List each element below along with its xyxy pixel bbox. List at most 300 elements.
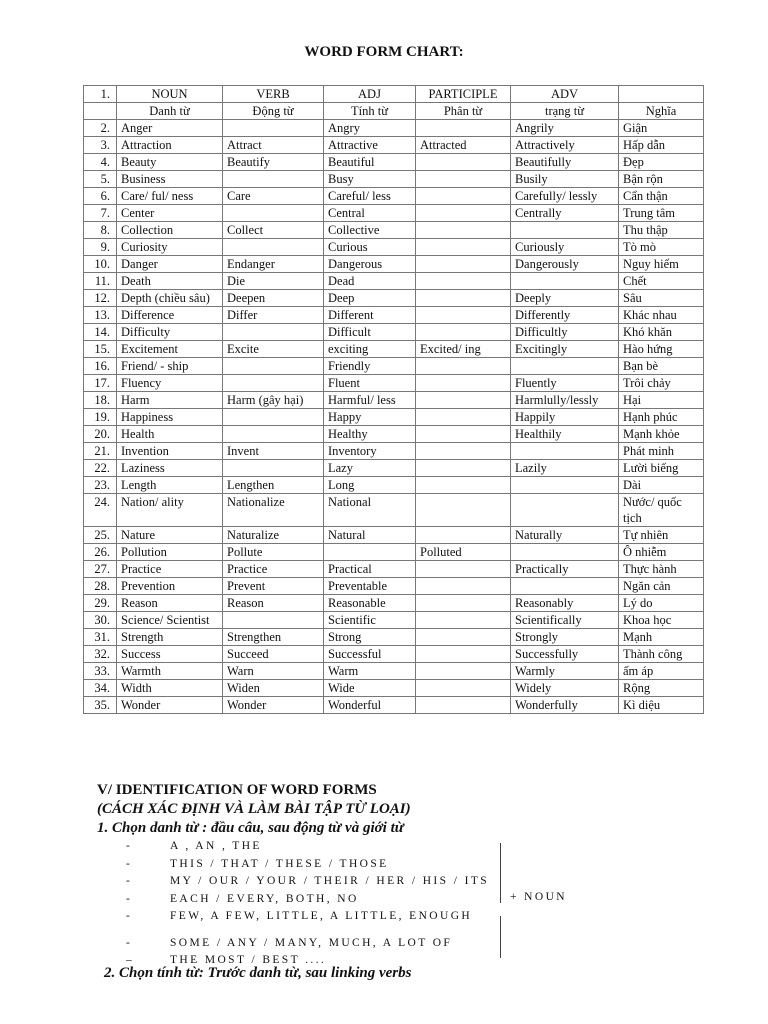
table-cell (416, 120, 511, 137)
table-cell: Động từ (223, 103, 324, 120)
table-row (84, 375, 704, 392)
table-cell: 34. (84, 680, 117, 697)
table-cell: 3. (84, 137, 117, 154)
table-row (84, 324, 704, 341)
table-cell: Collection (117, 222, 223, 239)
table-cell: Nguy hiểm (619, 256, 704, 273)
table-cell: Deepen (223, 290, 324, 307)
table-header-row (84, 86, 704, 103)
table-cell: Curiously (511, 239, 619, 256)
table-cell: Bận rộn (619, 171, 704, 188)
table-cell: 17. (84, 375, 117, 392)
table-cell (223, 426, 324, 443)
table-cell: Anger (117, 120, 223, 137)
brace-top (500, 843, 501, 903)
table-cell: Deeply (511, 290, 619, 307)
table-cell: Healthily (511, 426, 619, 443)
table-cell: 9. (84, 239, 117, 256)
table-row (84, 494, 704, 527)
table-cell (416, 561, 511, 578)
table-cell: Beautify (223, 154, 324, 171)
table-cell: Practical (324, 561, 416, 578)
table-cell: Nước/ quốc tịch (619, 494, 704, 527)
table-cell: Thu thập (619, 222, 704, 239)
table-cell (84, 103, 117, 120)
table-cell: Strengthen (223, 629, 324, 646)
table-cell (223, 375, 324, 392)
table-cell: Friend/ - ship (117, 358, 223, 375)
table-cell: Nation/ ality (117, 494, 223, 527)
list-item-text: A , AN , THE (170, 840, 262, 852)
table-cell: Danger (117, 256, 223, 273)
table-cell: Mạnh (619, 629, 704, 646)
point-2-heading: 2. Chọn tính từ: Trước danh từ, sau linking verbs (104, 965, 412, 981)
table-cell: Lazy (324, 460, 416, 477)
table-cell: National (324, 494, 416, 527)
table-cell (416, 256, 511, 273)
table-row (84, 612, 704, 629)
table-row (84, 663, 704, 680)
table-row (84, 409, 704, 426)
table-cell: Curious (324, 239, 416, 256)
table-cell (416, 392, 511, 409)
table-cell: Phát minh (619, 443, 704, 460)
table-cell: Nature (117, 527, 223, 544)
table-cell (416, 154, 511, 171)
table-cell: 25. (84, 527, 117, 544)
table-row (84, 188, 704, 205)
table-cell (223, 460, 324, 477)
table-cell: Lý do (619, 595, 704, 612)
table-cell: Lười biếng (619, 460, 704, 477)
table-cell: 16. (84, 358, 117, 375)
table-cell: 1. (84, 86, 117, 103)
table-cell: Invention (117, 443, 223, 460)
table-cell: NOUN (117, 86, 223, 103)
bullet-dash: – (126, 954, 135, 966)
table-row (84, 222, 704, 239)
page-title: WORD FORM CHART: (304, 44, 464, 60)
table-cell: Business (117, 171, 223, 188)
bullet-dash: - (126, 892, 133, 905)
table-cell: Beautifully (511, 154, 619, 171)
table-cell (223, 324, 324, 341)
table-cell: ADJ (324, 86, 416, 103)
list-item-text: THIS / THAT / THESE / THOSE (170, 857, 389, 870)
table-cell: Busily (511, 171, 619, 188)
table-cell: 14. (84, 324, 117, 341)
table-cell: Thực hành (619, 561, 704, 578)
table-row (84, 120, 704, 137)
table-row (84, 477, 704, 494)
table-cell: Succeed (223, 646, 324, 663)
table-cell: Wonderfully (511, 697, 619, 714)
table-cell: Collect (223, 222, 324, 239)
table-cell: 35. (84, 697, 117, 714)
table-cell: Ô nhiễm (619, 544, 704, 561)
table-cell: 10. (84, 256, 117, 273)
table-row (84, 460, 704, 477)
table-cell: Polluted (416, 544, 511, 561)
table-cell: Depth (chiều sâu) (117, 290, 223, 307)
table-cell (416, 375, 511, 392)
table-cell (416, 443, 511, 460)
table-cell: Deep (324, 290, 416, 307)
table-cell: 28. (84, 578, 117, 595)
table-cell (511, 222, 619, 239)
table-cell: Difficulty (117, 324, 223, 341)
table-cell: Reason (223, 595, 324, 612)
table-cell: Busy (324, 171, 416, 188)
table-cell: Danh từ (117, 103, 223, 120)
table-cell: Thành công (619, 646, 704, 663)
table-cell: Successfully (511, 646, 619, 663)
table-cell: Khoa học (619, 612, 704, 629)
point-1-heading: 1. Chọn danh từ : đầu câu, sau động từ và giới từ (97, 820, 404, 836)
table-cell: Collective (324, 222, 416, 239)
table-cell (223, 612, 324, 629)
table-cell: 32. (84, 646, 117, 663)
table-cell: Attract (223, 137, 324, 154)
table-row (84, 595, 704, 612)
table-cell: Excitingly (511, 341, 619, 358)
table-cell: Wonder (117, 697, 223, 714)
table-cell: 19. (84, 409, 117, 426)
table-cell (416, 612, 511, 629)
table-cell: ADV (511, 86, 619, 103)
table-cell: Excitement (117, 341, 223, 358)
list-item-text: EACH / EVERY, BOTH, NO (170, 892, 359, 905)
table-cell (416, 239, 511, 256)
list-item-text: FEW, A FEW, LITTLE, A LITTLE, ENOUGH (170, 910, 473, 922)
table-cell: Nghĩa (619, 103, 704, 120)
table-row (84, 697, 704, 714)
table-cell: Hấp dẫn (619, 137, 704, 154)
table-row (84, 561, 704, 578)
table-cell: Happily (511, 409, 619, 426)
table-cell: Hạnh phúc (619, 409, 704, 426)
table-cell: Tò mò (619, 239, 704, 256)
table-cell: Die (223, 273, 324, 290)
table-cell: Harmlully/lessly (511, 392, 619, 409)
table-cell: Carefully/ lessly (511, 188, 619, 205)
table-cell: Ngăn cản (619, 578, 704, 595)
table-cell: Phân từ (416, 103, 511, 120)
table-cell: Fluency (117, 375, 223, 392)
list-item-text: THE MOST / BEST .... (170, 954, 327, 966)
table-row (84, 680, 704, 697)
table-cell: Width (117, 680, 223, 697)
table-cell: Natural (324, 527, 416, 544)
table-cell (416, 629, 511, 646)
table-cell (511, 578, 619, 595)
table-cell (416, 171, 511, 188)
bullet-dash: - (126, 875, 133, 887)
table-cell: 21. (84, 443, 117, 460)
table-cell: 4. (84, 154, 117, 171)
table-cell: Attracted (416, 137, 511, 154)
table-cell: Mạnh khỏe (619, 426, 704, 443)
table-cell (223, 205, 324, 222)
table-cell: 31. (84, 629, 117, 646)
table-cell: Khó khăn (619, 324, 704, 341)
table-cell: Wonderful (324, 697, 416, 714)
table-cell: Attraction (117, 137, 223, 154)
table-cell (416, 324, 511, 341)
table-cell: Center (117, 205, 223, 222)
table-cell: 8. (84, 222, 117, 239)
table-cell: Different (324, 307, 416, 324)
table-cell (416, 494, 511, 527)
table-cell: Harmful/ less (324, 392, 416, 409)
table-cell: 24. (84, 494, 117, 527)
table-cell: Harm (117, 392, 223, 409)
table-cell: 26. (84, 544, 117, 561)
table-cell: Strongly (511, 629, 619, 646)
table-cell: Length (117, 477, 223, 494)
table-row (84, 443, 704, 460)
table-cell: 5. (84, 171, 117, 188)
table-cell (511, 443, 619, 460)
noun-tag: + NOUN (510, 891, 567, 903)
section-subheading: (CÁCH XÁC ĐỊNH VÀ LÀM BÀI TẬP TỪ LOẠI) (97, 801, 411, 817)
table-row (84, 171, 704, 188)
table-cell (416, 663, 511, 680)
table-cell: 30. (84, 612, 117, 629)
table-cell (416, 426, 511, 443)
table-cell: Warmly (511, 663, 619, 680)
table-cell (511, 273, 619, 290)
table-cell (416, 460, 511, 477)
table-cell: Long (324, 477, 416, 494)
table-cell: Excite (223, 341, 324, 358)
table-cell: Happiness (117, 409, 223, 426)
section-heading: V/ IDENTIFICATION OF WORD FORMS (97, 782, 377, 798)
table-row (84, 205, 704, 222)
table-cell (324, 544, 416, 561)
table-cell: Science/ Scientist (117, 612, 223, 629)
table-cell: Tự nhiên (619, 527, 704, 544)
table-cell: 22. (84, 460, 117, 477)
table-cell: Preventable (324, 578, 416, 595)
table-cell: Harm (gây hại) (223, 392, 324, 409)
table-cell (416, 527, 511, 544)
table-cell (511, 358, 619, 375)
table-cell: Beauty (117, 154, 223, 171)
word-form-table (83, 85, 704, 714)
table-cell: 29. (84, 595, 117, 612)
table-cell: Chết (619, 273, 704, 290)
table-row (84, 273, 704, 290)
list-item-text: MY / OUR / YOUR / THEIR / HER / HIS / ITS (170, 875, 490, 887)
table-cell: 27. (84, 561, 117, 578)
table-cell (416, 358, 511, 375)
table-cell (416, 188, 511, 205)
table-cell: Hại (619, 392, 704, 409)
table-cell: Dangerously (511, 256, 619, 273)
table-cell: trạng từ (511, 103, 619, 120)
table-cell: Widen (223, 680, 324, 697)
table-cell: Hào hứng (619, 341, 704, 358)
table-cell: Widely (511, 680, 619, 697)
bullet-dash: - (126, 840, 133, 852)
table-cell: Warm (324, 663, 416, 680)
table-cell: Reasonable (324, 595, 416, 612)
table-cell: 15. (84, 341, 117, 358)
table-cell: Trôi chảy (619, 375, 704, 392)
list-item-text: SOME / ANY / MANY, MUCH, A LOT OF (170, 936, 453, 949)
table-row (84, 239, 704, 256)
table-cell: Angry (324, 120, 416, 137)
table-cell: Angrily (511, 120, 619, 137)
table-cell: 11. (84, 273, 117, 290)
table-cell: Care/ ful/ ness (117, 188, 223, 205)
table-cell: Sâu (619, 290, 704, 307)
table-cell: Prevent (223, 578, 324, 595)
table-cell (416, 290, 511, 307)
table-cell: Đẹp (619, 154, 704, 171)
table-cell: Wide (324, 680, 416, 697)
table-cell: Health (117, 426, 223, 443)
table-cell (416, 697, 511, 714)
table-cell: exciting (324, 341, 416, 358)
table-cell: Tính từ (324, 103, 416, 120)
table-cell: Fluently (511, 375, 619, 392)
table-cell: Wonder (223, 697, 324, 714)
table-cell: 18. (84, 392, 117, 409)
table-cell (416, 680, 511, 697)
table-cell: Difficult (324, 324, 416, 341)
table-cell: Rộng (619, 680, 704, 697)
table-cell: VERB (223, 86, 324, 103)
table-subheader-row (84, 103, 704, 120)
table-cell: Reason (117, 595, 223, 612)
table-cell: 33. (84, 663, 117, 680)
table-cell: 12. (84, 290, 117, 307)
table-cell: Scientifically (511, 612, 619, 629)
table-cell: Prevention (117, 578, 223, 595)
table-row (84, 358, 704, 375)
table-cell (416, 646, 511, 663)
table-cell: Invent (223, 443, 324, 460)
table-row (84, 426, 704, 443)
table-cell: Pollution (117, 544, 223, 561)
table-cell: Difficultly (511, 324, 619, 341)
table-cell: Fluent (324, 375, 416, 392)
table-cell: Endanger (223, 256, 324, 273)
table-cell: Dangerous (324, 256, 416, 273)
table-cell: Warmth (117, 663, 223, 680)
table-cell: Strong (324, 629, 416, 646)
table-cell (416, 409, 511, 426)
table-cell: 20. (84, 426, 117, 443)
table-row (84, 544, 704, 561)
table-cell: Khác nhau (619, 307, 704, 324)
table-cell (223, 409, 324, 426)
table-cell: 23. (84, 477, 117, 494)
table-cell (416, 205, 511, 222)
table-cell (416, 307, 511, 324)
table-cell (223, 239, 324, 256)
table-cell: Reasonably (511, 595, 619, 612)
table-cell: ấm áp (619, 663, 704, 680)
table-row (84, 629, 704, 646)
table-cell: Central (324, 205, 416, 222)
table-cell: Nationalize (223, 494, 324, 527)
table-row (84, 392, 704, 409)
table-cell: 7. (84, 205, 117, 222)
table-cell: Excited/ ing (416, 341, 511, 358)
table-cell: Pollute (223, 544, 324, 561)
table-row (84, 307, 704, 324)
table-row (84, 527, 704, 544)
table-cell (416, 595, 511, 612)
table-cell: Success (117, 646, 223, 663)
bullet-dash: - (126, 857, 133, 870)
table-cell: Bạn bè (619, 358, 704, 375)
table-cell (223, 358, 324, 375)
table-cell: Practice (223, 561, 324, 578)
table-row (84, 578, 704, 595)
table-cell: Differ (223, 307, 324, 324)
table-cell: Warn (223, 663, 324, 680)
table-cell: Naturally (511, 527, 619, 544)
table-cell (511, 544, 619, 561)
table-cell: Lengthen (223, 477, 324, 494)
table-cell: Happy (324, 409, 416, 426)
brace-bottom (500, 916, 501, 958)
table-cell: Trung tâm (619, 205, 704, 222)
table-row (84, 341, 704, 358)
bullet-dash: - (126, 910, 133, 922)
table-cell: Giận (619, 120, 704, 137)
table-cell: Centrally (511, 205, 619, 222)
table-cell: Attractively (511, 137, 619, 154)
table-row (84, 646, 704, 663)
table-cell: Death (117, 273, 223, 290)
table-cell: Strength (117, 629, 223, 646)
table-cell: Lazily (511, 460, 619, 477)
table-cell: Dead (324, 273, 416, 290)
table-cell: 2. (84, 120, 117, 137)
table-row (84, 256, 704, 273)
table-cell: Practically (511, 561, 619, 578)
table-cell (416, 222, 511, 239)
table-cell: Laziness (117, 460, 223, 477)
table-cell (619, 86, 704, 103)
table-cell: Differently (511, 307, 619, 324)
table-cell (511, 477, 619, 494)
table-cell: Cẩn thận (619, 188, 704, 205)
table-cell: Beautiful (324, 154, 416, 171)
table-cell: Successful (324, 646, 416, 663)
table-cell: Friendly (324, 358, 416, 375)
table-row (84, 137, 704, 154)
bullet-dash: - (126, 936, 133, 949)
table-cell: Kì diệu (619, 697, 704, 714)
table-cell (416, 273, 511, 290)
table-cell: Curiosity (117, 239, 223, 256)
table-cell: Care (223, 188, 324, 205)
table-cell: Attractive (324, 137, 416, 154)
table-cell: Difference (117, 307, 223, 324)
table-cell: Naturalize (223, 527, 324, 544)
table-cell (223, 171, 324, 188)
table-row (84, 154, 704, 171)
table-cell: Inventory (324, 443, 416, 460)
table-cell (223, 120, 324, 137)
table-cell: Dài (619, 477, 704, 494)
